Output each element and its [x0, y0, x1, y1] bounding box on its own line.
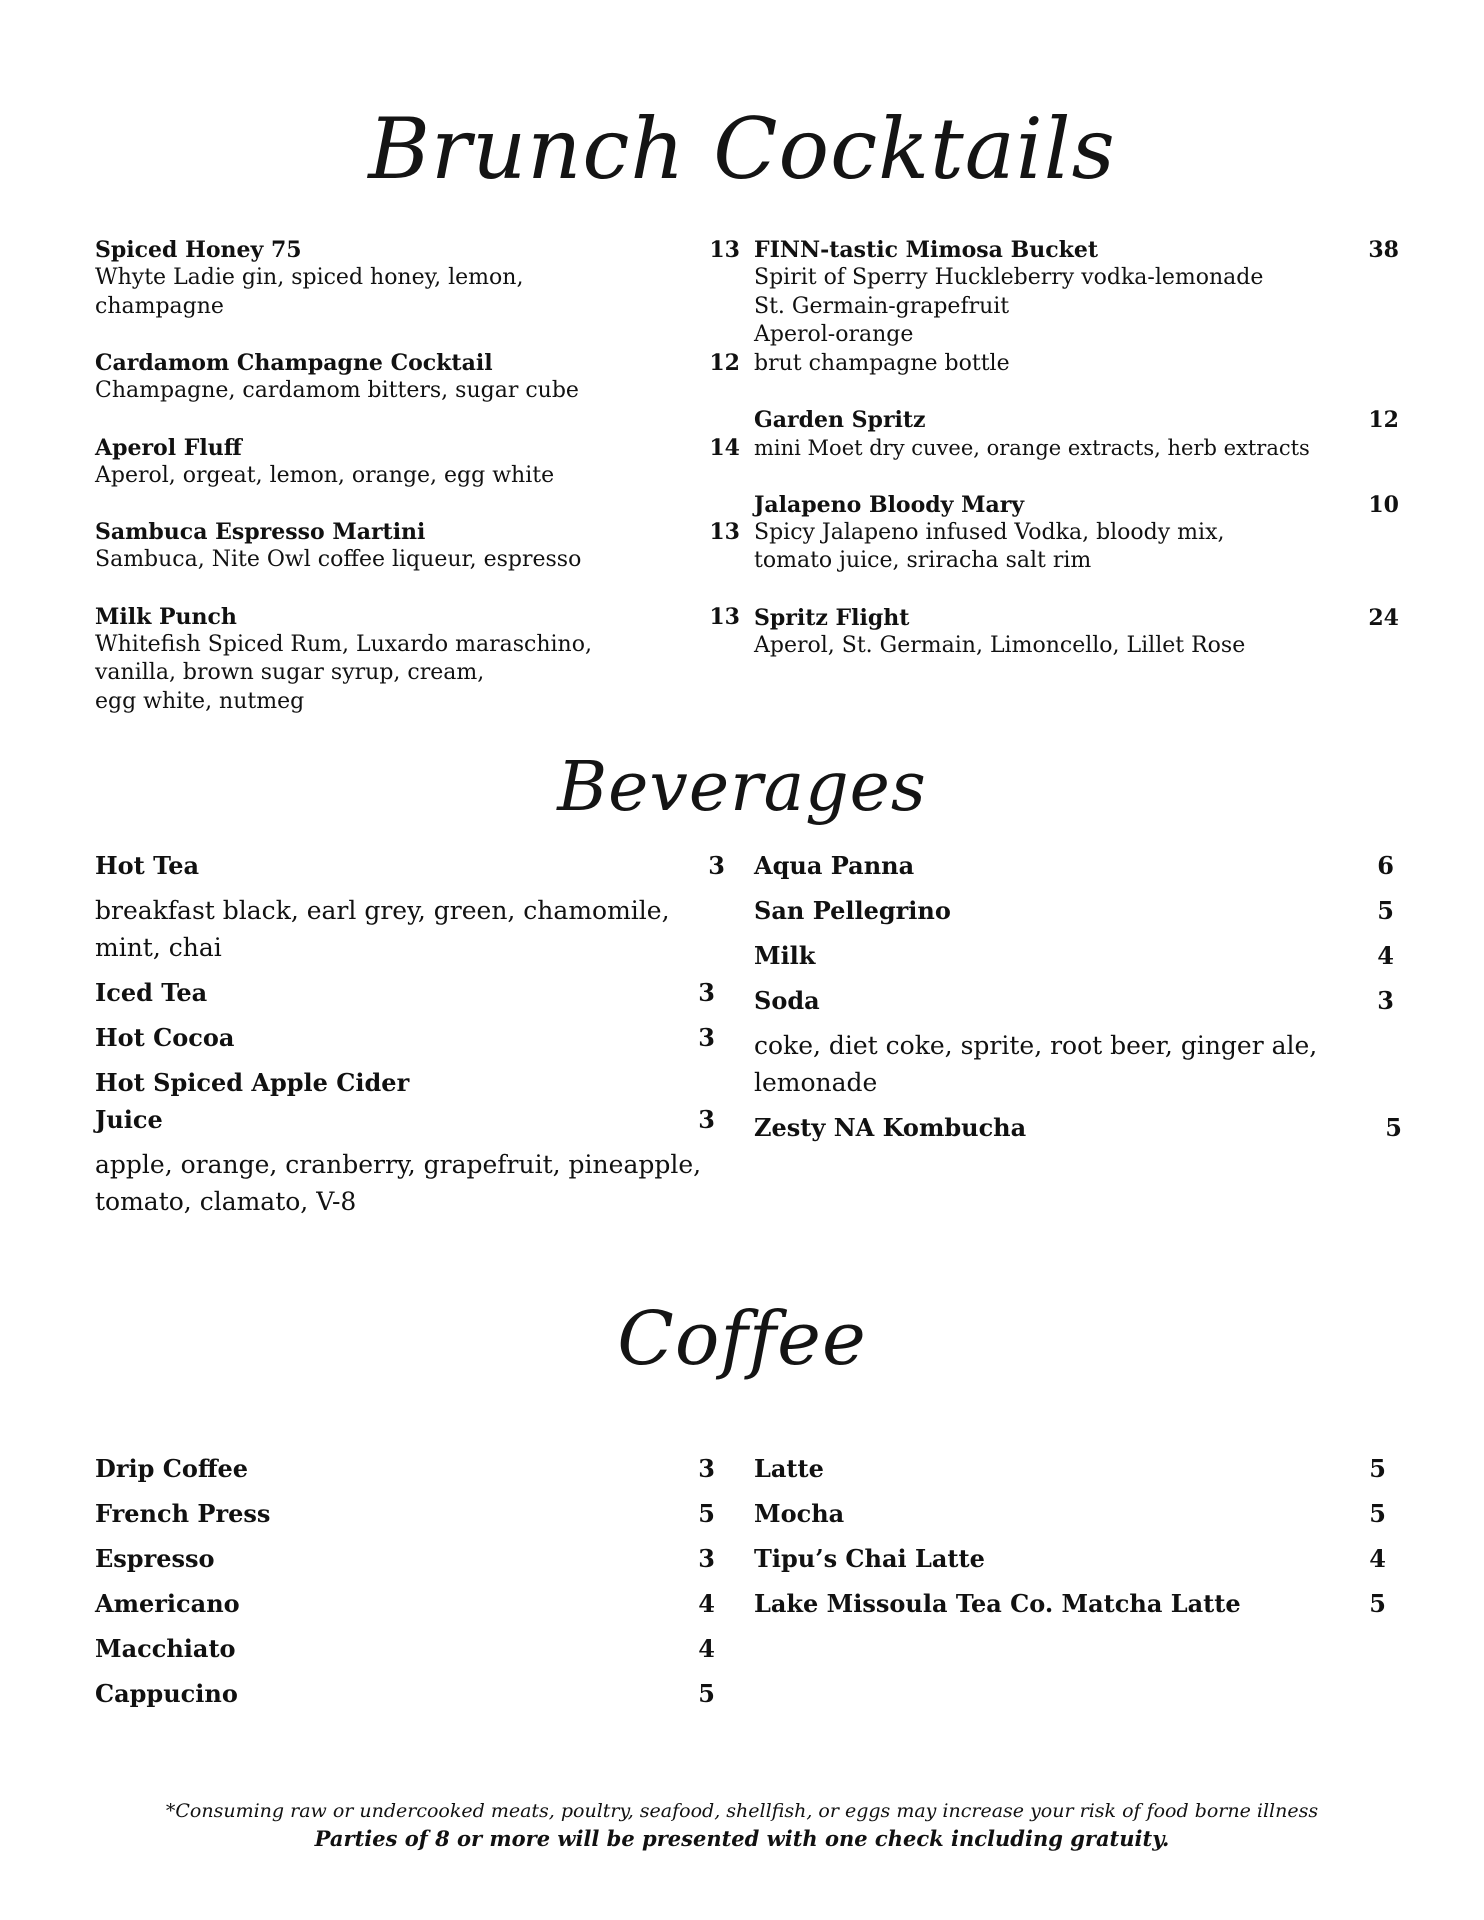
item-description: Sambuca, Nite Owl coffee liqueur, espresso — [95, 547, 582, 572]
beverages-right-column — [754, 847, 1402, 1154]
item-description: Aperol, orgeat, lemon, orange, egg white — [95, 462, 555, 488]
item-name: San Pellegrino — [754, 896, 951, 925]
item-description: Spicy Jalapeno infused Vodka, bloody mix, tomato juice, sriracha salt rim — [754, 519, 1225, 573]
menu-item — [95, 434, 740, 491]
menu-item — [95, 349, 740, 406]
item-price: 3 — [698, 1544, 715, 1573]
item-description: mini Moet dry cuvee, orange extracts, herb extracts — [754, 436, 1310, 460]
item-name: French Press — [95, 1499, 271, 1528]
item-description: Whitefish Spiced Rum, Luxardo maraschino, vanilla, brown sugar syrup, cream, egg white, nutmeg — [95, 631, 592, 714]
item-name: Aperol Fluff — [95, 434, 242, 461]
menu-item — [95, 518, 740, 575]
item-price: 3 — [698, 1454, 715, 1483]
item-description: breakfast black, earl grey, green, chamomile, mint, chai — [95, 896, 670, 962]
item-price: 5 — [1377, 896, 1394, 925]
cocktails-right-column — [754, 236, 1399, 688]
item-price: 13 — [709, 237, 740, 263]
item-name: Hot Spiced Apple Cider — [95, 1068, 410, 1097]
item-name: Espresso — [95, 1544, 215, 1573]
item-name: Americano — [95, 1589, 240, 1618]
item-name: Soda — [754, 986, 820, 1015]
menu-item — [754, 1450, 1394, 1487]
item-price: 13 — [709, 519, 740, 545]
item-price: 14 — [709, 434, 740, 461]
menu-item — [754, 1585, 1394, 1622]
menu-item — [95, 236, 740, 321]
item-price: 3 — [698, 1105, 715, 1134]
menu-item — [754, 491, 1399, 576]
menu-item — [95, 1495, 725, 1532]
coffee-right-column — [754, 1450, 1394, 1630]
menu-item — [95, 603, 740, 717]
item-name: Cappucino — [95, 1679, 238, 1708]
gratuity-notice: Parties of 8 or more will be presented with one check including gratuity. — [314, 1826, 1170, 1851]
item-price: 6 — [1377, 851, 1394, 880]
menu-item — [95, 847, 725, 884]
item-price: 5 — [1385, 1113, 1402, 1142]
item-name: Milk Punch — [95, 603, 237, 630]
item-price: 12 — [1368, 407, 1399, 433]
beverages-title: Beverages — [557, 748, 927, 827]
item-name: Garden Spritz — [754, 407, 926, 433]
cocktails-title: Brunch Cocktails — [368, 100, 1116, 198]
item-name: Aqua Panna — [754, 851, 915, 880]
menu-item — [754, 236, 1399, 378]
item-price: 5 — [1369, 1499, 1386, 1528]
item-price: 4 — [1369, 1544, 1386, 1573]
item-name: Mocha — [754, 1499, 845, 1528]
item-name: FINN-tastic Mimosa Bucket — [754, 237, 1098, 263]
item-name: Jalapeno Bloody Mary — [754, 491, 1025, 518]
menu-item — [754, 892, 1394, 929]
item-name: Cardamom Champagne Cocktail — [95, 350, 493, 376]
item-price: 12 — [709, 350, 740, 376]
item-name: Juice — [95, 1105, 163, 1134]
item-name: Drip Coffee — [95, 1454, 249, 1483]
food-safety-warning: *Consuming raw or undercooked meats, poultry, seafood, shellfish, or eggs may increase your risk of food borne illness — [165, 1800, 1319, 1822]
menu-item — [95, 1101, 725, 1138]
menu-item — [754, 1540, 1394, 1577]
item-price: 5 — [1369, 1589, 1386, 1618]
item-price: 38 — [1368, 237, 1399, 263]
item-name: Sambuca Espresso Martini — [95, 519, 426, 545]
item-name: Latte — [754, 1454, 824, 1483]
item-price: 24 — [1368, 604, 1399, 631]
menu-item — [754, 937, 1394, 974]
item-price: 3 — [698, 1023, 715, 1052]
item-name: Lake Missoula Tea Co. Matcha Latte — [754, 1589, 1241, 1618]
item-name: Spiced Honey 75 — [95, 237, 302, 263]
menu-item — [95, 1540, 725, 1577]
item-description: Aperol, St. Germain, Limoncello, Lillet Rose — [754, 632, 1246, 658]
item-name: Hot Cocoa — [95, 1023, 235, 1052]
item-name: Macchiato — [95, 1634, 236, 1663]
item-description: coke, diet coke, sprite, root beer, ginger ale, lemonade — [754, 1031, 1318, 1097]
menu-item — [95, 1019, 725, 1056]
item-price: 3 — [698, 978, 715, 1007]
menu-item — [95, 1675, 725, 1712]
item-description: Champagne, cardamom bitters, sugar cube — [95, 378, 579, 403]
menu-item — [754, 1109, 1402, 1146]
item-price: 5 — [698, 1679, 715, 1708]
item-name: Iced Tea — [95, 978, 208, 1007]
item-name: Tipu’s Chai Latte — [754, 1544, 985, 1573]
beverages-left-column — [95, 847, 725, 1228]
item-description: Whyte Ladie gin, spiced honey, lemon, champagne — [95, 265, 524, 319]
item-price: 4 — [698, 1634, 715, 1663]
item-name: Milk — [754, 941, 816, 970]
menu-item — [95, 974, 725, 1011]
menu-item — [95, 1630, 725, 1667]
coffee-title: Coffee — [617, 1296, 867, 1382]
item-description: apple, orange, cranberry, grapefruit, pineapple, tomato, clamato, V-8 — [95, 1150, 702, 1216]
coffee-left-column — [95, 1450, 725, 1720]
item-name: Hot Tea — [95, 851, 200, 880]
item-price: 5 — [1369, 1454, 1386, 1483]
item-price: 4 — [1377, 941, 1394, 970]
item-price: 10 — [1368, 491, 1399, 518]
cocktails-left-column — [95, 236, 740, 744]
item-name: Spritz Flight — [754, 604, 910, 631]
menu-item — [95, 1450, 725, 1487]
item-price: 3 — [1377, 986, 1394, 1015]
menu-item — [754, 406, 1399, 463]
item-price: 13 — [709, 603, 740, 630]
item-description: Spirit of Sperry Huckleberry vodka-lemonade St. Germain-grapefruit Aperol-orange brut champagne bottle — [754, 265, 1264, 376]
menu-item — [754, 982, 1394, 1019]
item-price: 5 — [698, 1499, 715, 1528]
menu-item — [95, 1585, 725, 1622]
item-name: Zesty NA Kombucha — [754, 1113, 1027, 1142]
menu-item — [95, 1064, 725, 1101]
menu-item — [754, 847, 1394, 884]
menu-item — [754, 604, 1399, 661]
item-price: 4 — [698, 1589, 715, 1618]
item-price: 3 — [708, 851, 725, 880]
menu-item — [754, 1495, 1394, 1532]
